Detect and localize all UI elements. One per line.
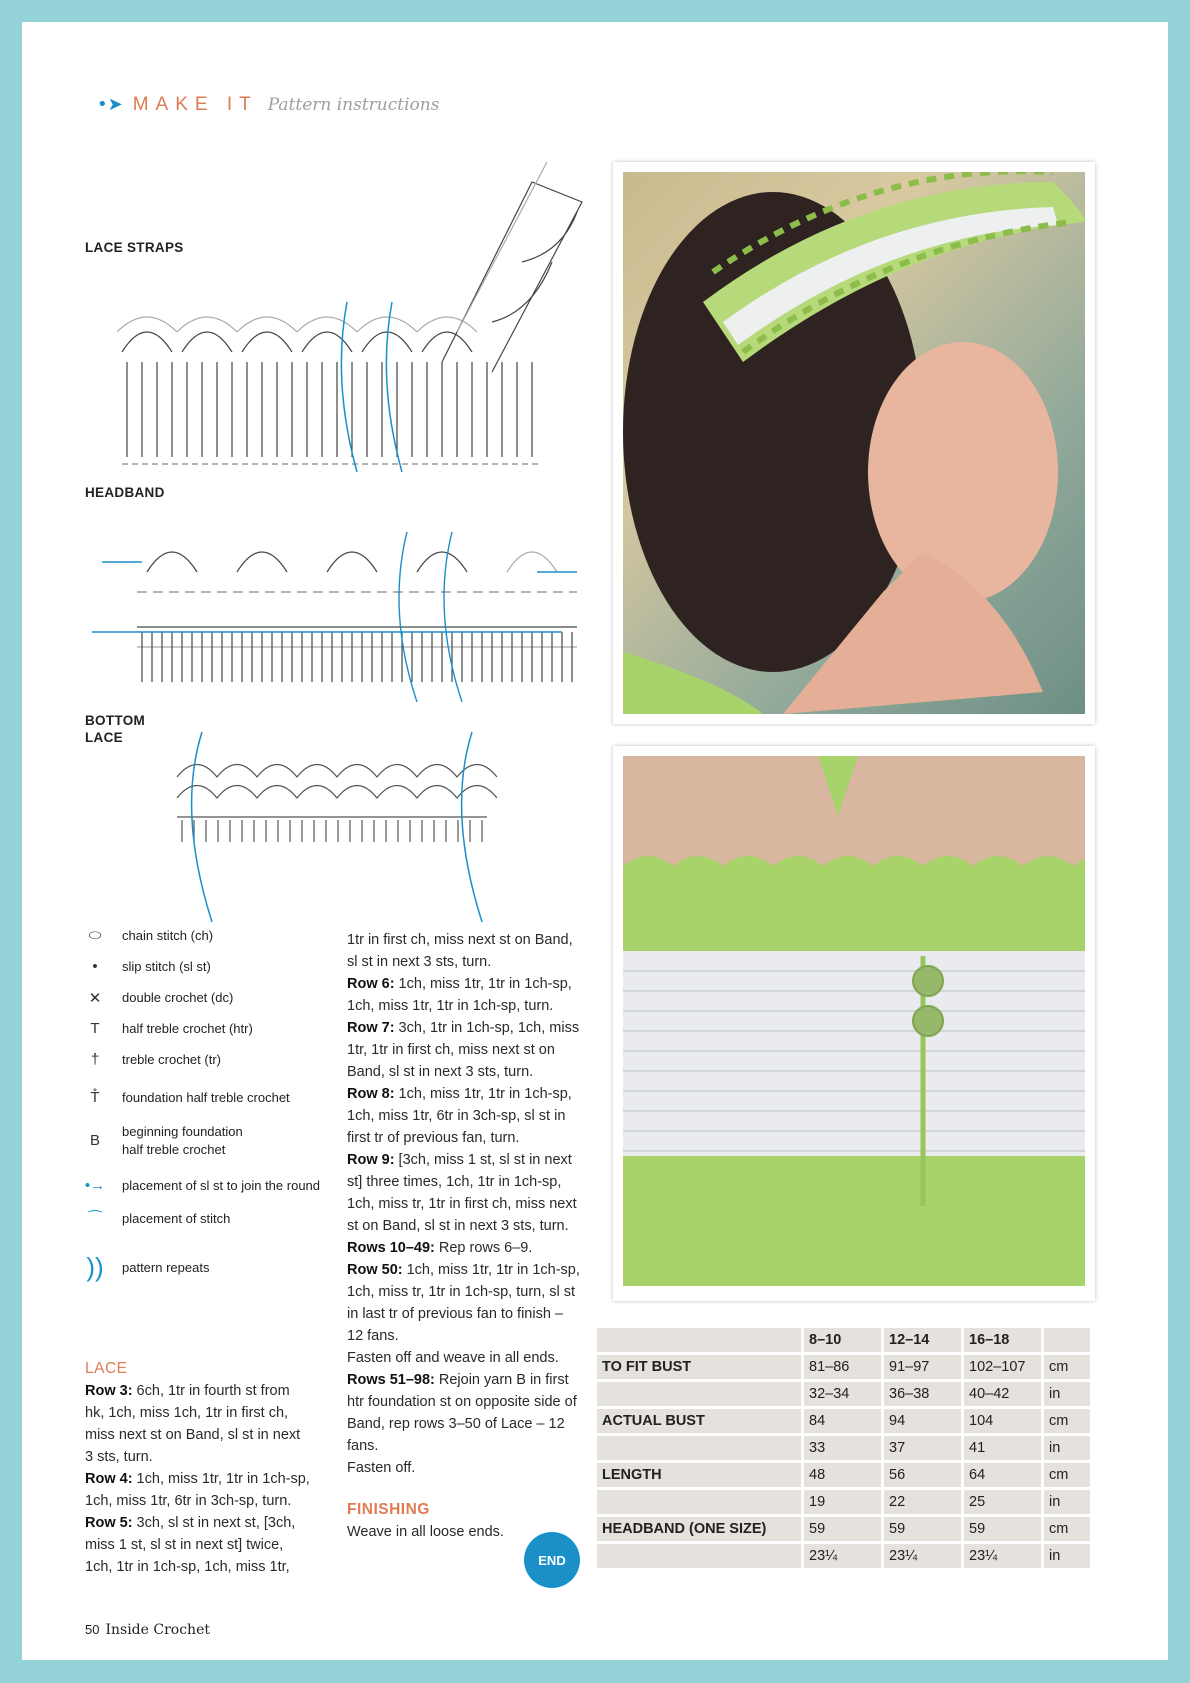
half-treble-icon: T — [90, 1020, 100, 1038]
legend-item: • slip stitch (sl st) — [82, 958, 211, 976]
headband-label: HEADBAND — [85, 485, 165, 500]
photo-frame-headband — [613, 162, 1095, 724]
lace-instructions — [85, 1358, 310, 1578]
finishing-title: FINISHING — [347, 1501, 430, 1518]
row-50: Row 50: 1ch, miss 1tr, 1tr in 1ch-sp, 1ch, miss tr, 1tr in 1ch-sp, turn, sl st in last tr of previous fan to finish – 12 fans. — [347, 1262, 580, 1344]
row-5: Row 5: 3ch, sl st in next st, [3ch, miss 1 st, sl st in next st] twice, 1ch, 1tr in 1ch-sp, 1ch, miss 1tr, — [85, 1515, 296, 1575]
finishing-text: Weave in all loose ends. — [347, 1524, 504, 1540]
fasten-off-final: Fasten off. — [347, 1460, 416, 1476]
size-table — [594, 1325, 1093, 1571]
rows-10-49: Rows 10–49: Rep rows 6–9. — [347, 1240, 533, 1256]
headband-diagram — [77, 512, 617, 702]
section-header — [97, 94, 439, 116]
arrow-icon: •➤ — [97, 94, 123, 115]
end-badge: END — [524, 1532, 580, 1588]
headband-photo — [623, 172, 1085, 714]
table-row: LENGTH 48 56 64 cm — [597, 1463, 1090, 1487]
lace-straps-label: LACE STRAPS — [85, 240, 184, 255]
table-row: 23¼ 23¼ 23¼ in — [597, 1544, 1090, 1568]
legend-item: )) pattern repeats — [82, 1252, 209, 1283]
row-3: Row 3: 6ch, 1tr in fourth st from hk, 1ch, miss 1ch, 1tr in first ch, miss next st on Band, sl st in next 3 sts, turn. — [85, 1383, 301, 1465]
row-9: Row 9: [3ch, miss 1 st, sl st in next st] three times, 1ch, 1tr in 1ch-sp, 1ch, miss tr, 1tr in first ch, miss next st on Band, sl st in next 3 sts, turn. — [347, 1152, 577, 1234]
top-back-photo — [623, 756, 1085, 1286]
page-number: 50 — [85, 1622, 100, 1637]
lace-instructions-continued — [347, 929, 582, 1543]
treble-icon: † — [90, 1051, 100, 1069]
row-4: Row 4: 1ch, miss 1tr, 1tr in 1ch-sp, 1ch, miss 1tr, 6tr in 3ch-sp, turn. — [85, 1471, 310, 1509]
fasten-off-note: Fasten off and weave in all ends. — [347, 1350, 559, 1366]
lace-title: LACE — [85, 1360, 128, 1377]
lace-straps-diagram — [62, 122, 622, 482]
slip-stitch-icon: • — [92, 958, 98, 976]
table-row: 33 37 41 in — [597, 1436, 1090, 1460]
legend-item: T̊ foundation half treble crochet — [82, 1089, 290, 1107]
row-7: Row 7: 3ch, 1tr in 1ch-sp, 1ch, miss 1tr, 1tr in first ch, miss next st on Band, sl st in next 3 sts, turn. — [347, 1020, 580, 1080]
repeat-line — [386, 302, 402, 472]
rows-51-98: Rows 51–98: Rejoin yarn B in first htr foundation st on opposite side of Band, rep rows 3–50 of Lace – 12 fans. — [347, 1372, 577, 1454]
bottom-lace-label-line2: LACE — [85, 730, 123, 745]
legend-item: B beginning foundation half treble crochet — [82, 1123, 243, 1158]
magazine-name: Inside Crochet — [105, 1622, 210, 1638]
section-subtitle: Pattern instructions — [267, 95, 440, 115]
table-row: TO FIT BUST 81–86 91–97 102–107 cm — [597, 1355, 1090, 1379]
row-8: Row 8: 1ch, miss 1tr, 1tr in 1ch-sp, 1ch, miss 1tr, 6tr in 3ch-sp, sl st in first tr of previous fan, turn. — [347, 1086, 572, 1146]
join-placement-icon: •→ — [84, 1177, 106, 1195]
bottom-lace-label — [85, 712, 145, 746]
repeat-line — [341, 302, 357, 472]
table-row: 19 22 25 in — [597, 1490, 1090, 1514]
table-row: HEADBAND (ONE SIZE) 59 59 59 cm — [597, 1517, 1090, 1541]
page-footer — [85, 1622, 210, 1638]
chain-stitch-icon: ⬭ — [88, 927, 102, 945]
row-5-continued: 1tr in first ch, miss next st on Band, sl st in next 3 sts, turn. — [347, 932, 573, 970]
magazine-page — [22, 22, 1168, 1660]
size-table-header: 8–10 12–14 16–18 — [597, 1328, 1090, 1352]
beginning-foundation-htr-icon: B — [89, 1132, 100, 1150]
legend-item: ⬭ chain stitch (ch) — [82, 927, 213, 945]
legend-item: † treble crochet (tr) — [82, 1051, 221, 1069]
legend-item: ⁀ placement of stitch — [82, 1210, 230, 1228]
table-row: ACTUAL BUST 84 94 104 cm — [597, 1409, 1090, 1433]
legend-item: T half treble crochet (htr) — [82, 1020, 253, 1038]
legend-item: ✕ double crochet (dc) — [82, 989, 233, 1007]
photo-frame-top — [613, 746, 1095, 1301]
row-6: Row 6: 1ch, miss 1tr, 1tr in 1ch-sp, 1ch, miss 1tr, 1tr in 1ch-sp, turn. — [347, 976, 572, 1014]
bottom-lace-label-line1: BOTTOM — [85, 713, 146, 728]
foundation-htr-icon: T̊ — [90, 1089, 100, 1107]
section-title: MAKE IT — [132, 94, 258, 115]
stitch-placement-icon: ⁀ — [88, 1211, 102, 1228]
double-crochet-icon: ✕ — [88, 990, 102, 1007]
pattern-repeats-icon: )) — [86, 1252, 104, 1282]
table-row: 32–34 36–38 40–42 in — [597, 1382, 1090, 1406]
bottom-lace-diagram — [147, 702, 547, 927]
legend-item: •→ placement of sl st to join the round — [82, 1177, 320, 1195]
